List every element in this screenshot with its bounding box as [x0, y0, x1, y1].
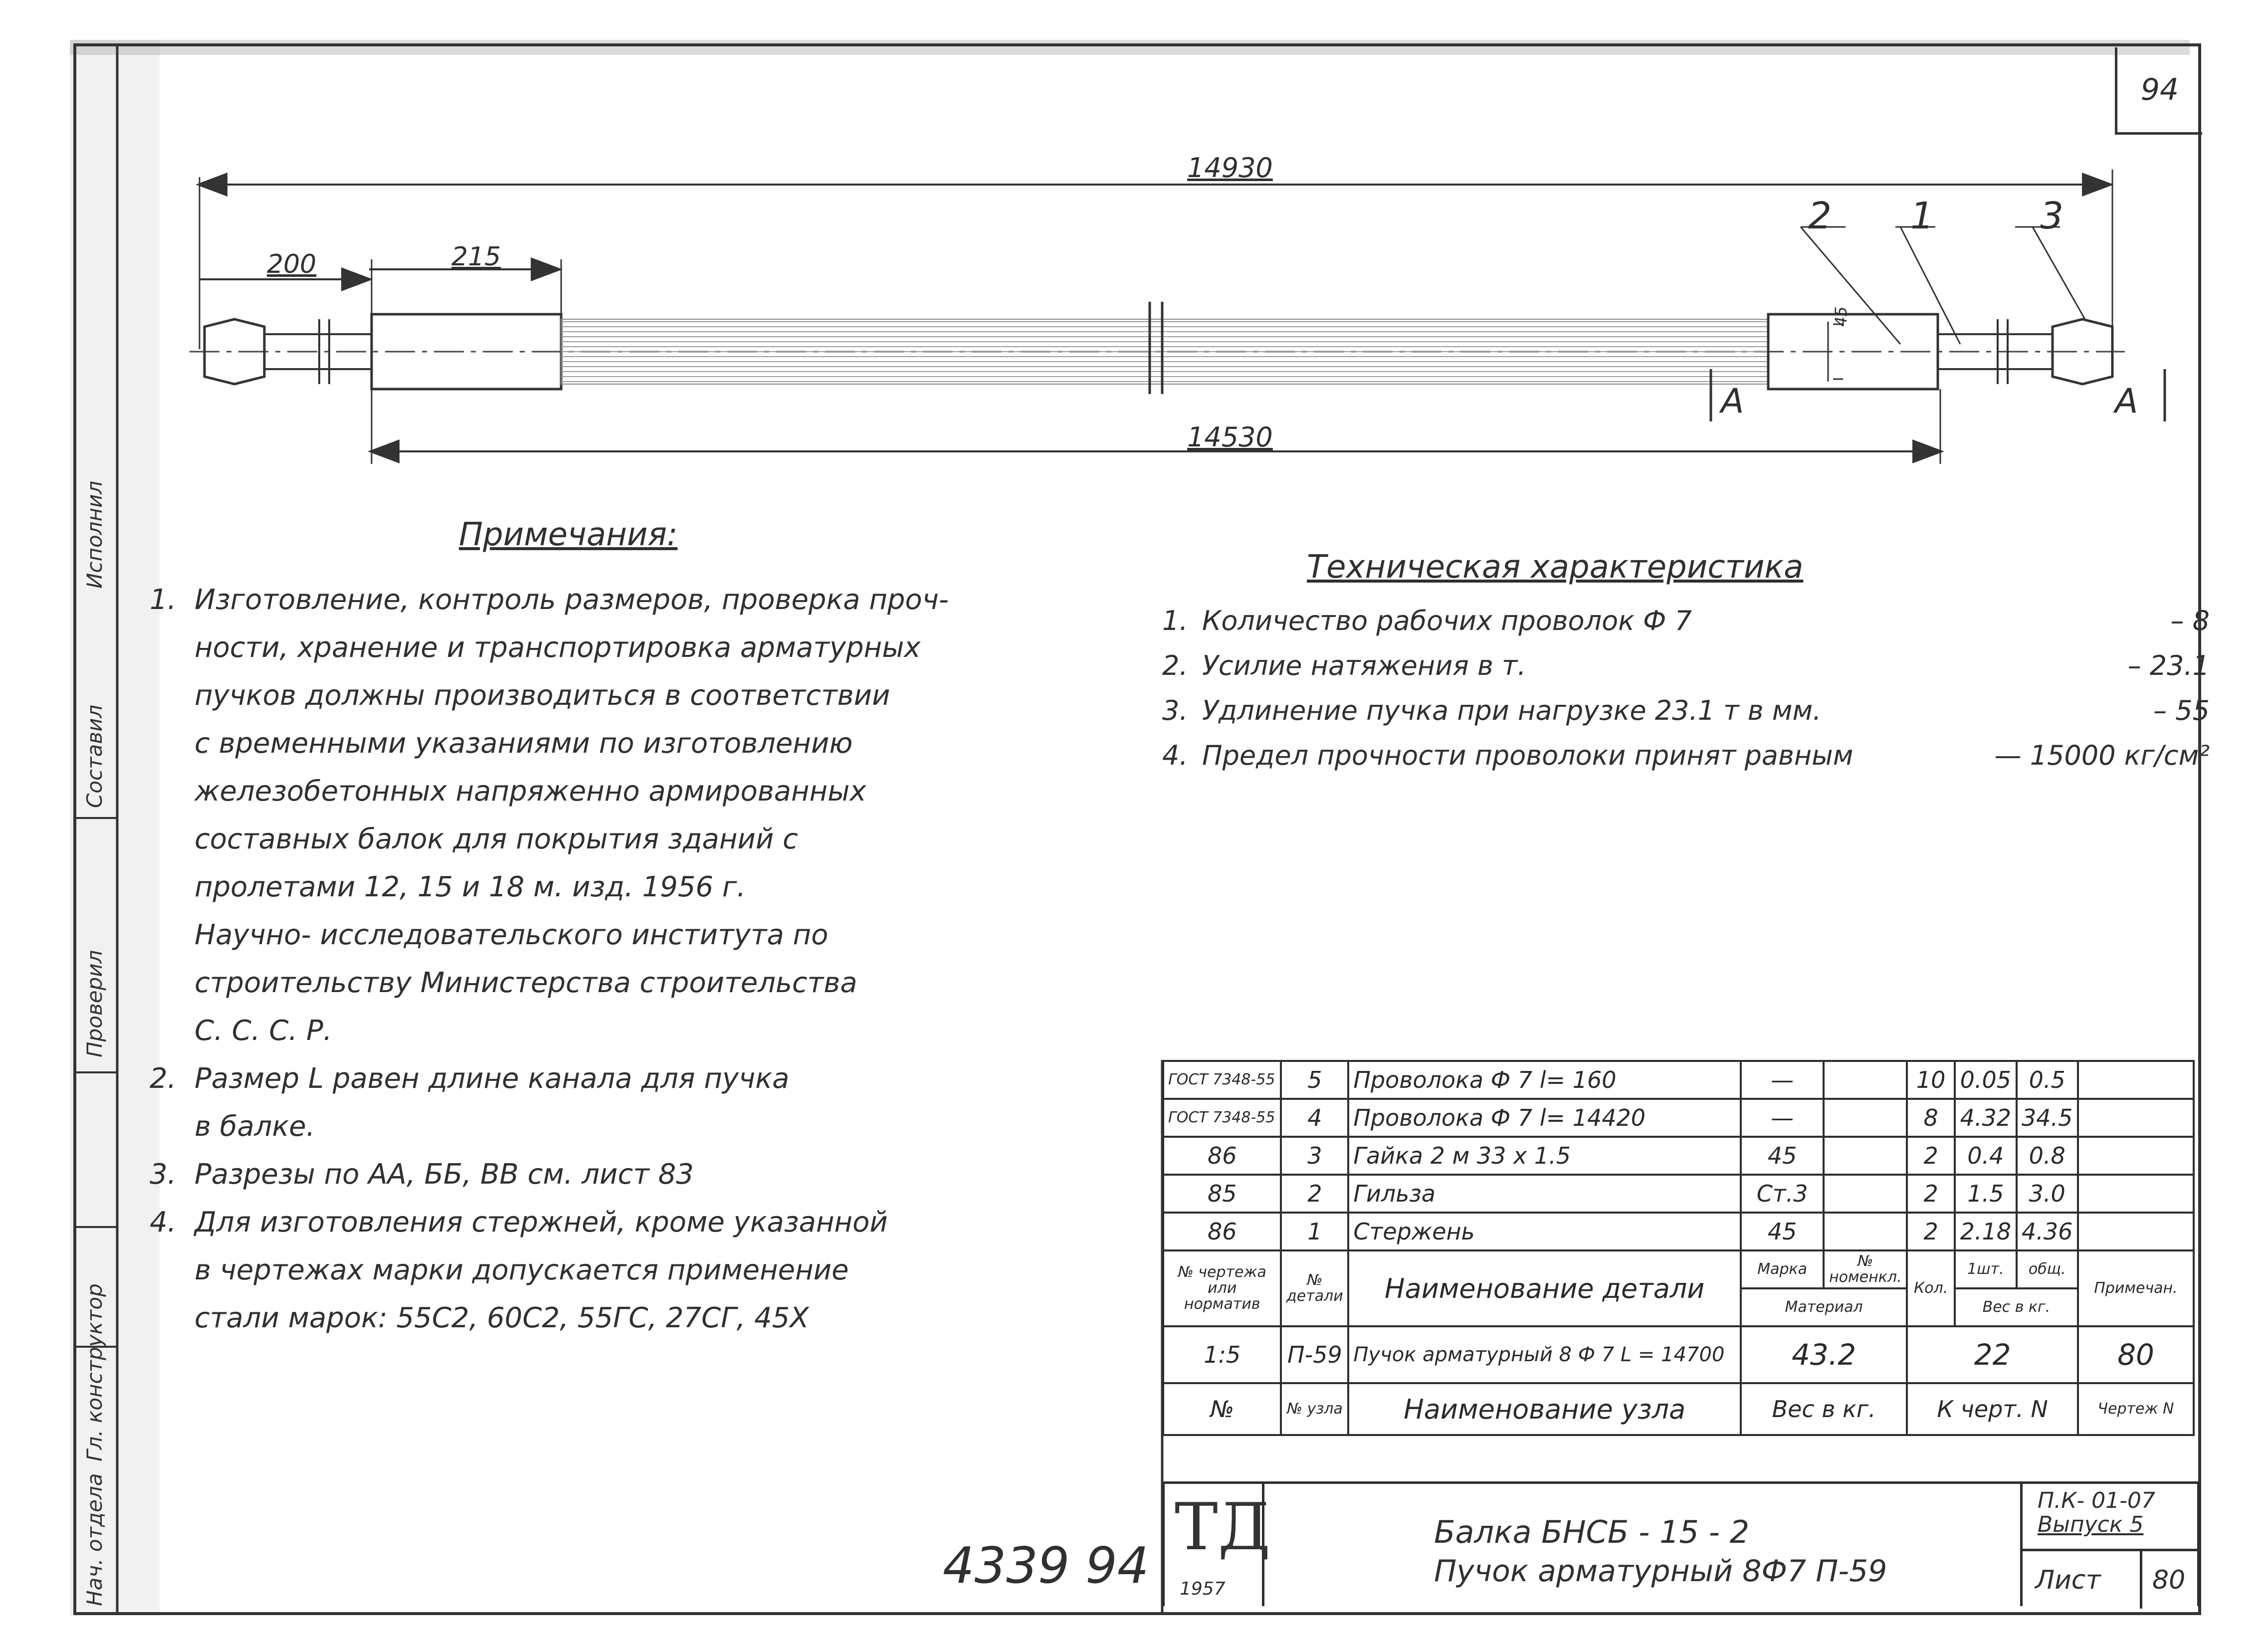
title-line-2: Пучок арматурный 8Ф7 П-59: [1434, 1554, 1887, 1589]
series-cell: [2020, 1484, 2200, 1606]
ta-logo: ТД: [1175, 1489, 1271, 1565]
notes-title: Примечания:: [459, 516, 678, 553]
sidebar-chief-designer: Гл. конструктор: [82, 1283, 107, 1461]
note-item: [150, 1151, 1142, 1199]
logo-year: 1957: [1180, 1579, 1226, 1599]
tech-number: 3.: [1162, 695, 1188, 726]
spec-weight-total: 3.0: [2017, 1175, 2078, 1213]
spec-weight-total: 0.8: [2017, 1137, 2078, 1175]
spec-note: [2078, 1061, 2194, 1099]
spec-doc: ГОСТ 7348-55: [1163, 1099, 1281, 1137]
spec-qty: 10: [1907, 1061, 1955, 1099]
assembly-scale: 1:5: [1163, 1326, 1281, 1383]
dimension-200: 200: [267, 249, 317, 279]
header-name: Наименование детали: [1348, 1250, 1741, 1326]
title-line-1: Балка БНСБ - 15 - 2: [1434, 1514, 1750, 1550]
sheet-value-cell: [2140, 1551, 2202, 1609]
spec-name: Гайка 2 м 33 х 1.5: [1348, 1137, 1741, 1175]
assembly-header-weight: Вес в кг.: [1741, 1383, 1907, 1435]
spec-mark: 45: [1741, 1213, 1824, 1250]
tech-number: 4.: [1162, 740, 1188, 771]
assembly-header-pos: № узла: [1281, 1383, 1348, 1435]
header-weight-total: общ.: [2017, 1250, 2078, 1288]
note-line: Размер L равен длине канала для пучка: [195, 1062, 790, 1095]
assembly-header-sheet: Чертеж N: [2078, 1383, 2194, 1435]
series-issue: Выпуск 5: [2038, 1512, 2144, 1537]
note-line: в балке.: [195, 1110, 315, 1143]
sidebar-head-dept: Нач. отдела: [82, 1473, 107, 1606]
tech-row: [1162, 599, 2210, 643]
note-line: С. С. С. Р.: [195, 1015, 332, 1047]
spec-pos: 2: [1281, 1175, 1348, 1213]
note-line: в чертежах марки допускается применение: [195, 1254, 849, 1286]
header-mark: Марка: [1741, 1250, 1824, 1288]
spec-weight-one: 1.5: [1955, 1175, 2016, 1213]
spec-mark: Ст.3: [1741, 1175, 1824, 1213]
spec-row: [1163, 1061, 2194, 1099]
tech-value: – 23.1: [2127, 650, 2210, 681]
spec-note: [2078, 1099, 2194, 1137]
spec-weight-one: 4.32: [1955, 1099, 2016, 1137]
archive-number: 4339 94: [943, 1536, 1149, 1595]
note-line: строительству Министерства строительства: [195, 967, 857, 999]
note-number: 4.: [150, 1206, 177, 1238]
tech-number: 1.: [1162, 605, 1188, 636]
spec-name: Проволока Ф 7 l= 160: [1348, 1061, 1741, 1099]
spec-name: Проволока Ф 7 l= 14420: [1348, 1099, 1741, 1137]
tech-value: – 55: [2153, 695, 2210, 726]
title-block: [1162, 1481, 2200, 1606]
assembly-number: П-59: [1281, 1326, 1348, 1383]
spec-mark: —: [1741, 1061, 1824, 1099]
spec-qty: 2: [1907, 1175, 1955, 1213]
sheet-label: Лист: [2035, 1565, 2101, 1595]
callout-3: 3: [2040, 195, 2064, 237]
spec-row: [1163, 1137, 2194, 1175]
tech-row: [1162, 643, 2210, 688]
section-mark-right: A: [2115, 382, 2138, 421]
tech-text: Усилие натяжения в т.: [1202, 650, 1526, 681]
note-line: Научно- исследовательского института по: [195, 919, 828, 951]
spec-n: [1824, 1175, 1907, 1213]
spec-pos: 4: [1281, 1099, 1348, 1137]
note-line: Изготовление, контроль размеров, проверка проч-: [195, 584, 949, 616]
assembly-weight: 43.2: [1741, 1326, 1907, 1383]
title-sheet-number: 80: [2152, 1565, 2186, 1595]
assembly-row: [1163, 1326, 2194, 1383]
note-item: [150, 576, 1142, 1055]
header-note: Примечан.: [2078, 1250, 2194, 1326]
callout-2: 2: [1808, 195, 1832, 237]
spec-name: Стержень: [1348, 1213, 1741, 1250]
header-pos: № детали: [1281, 1250, 1348, 1326]
header-doc: № чертежа или норматив: [1163, 1250, 1281, 1326]
note-line: с временными указаниями по изготовлению: [195, 727, 853, 760]
spec-pos: 5: [1281, 1061, 1348, 1099]
note-number: 1.: [150, 584, 177, 616]
spec-weight-total: 4.36: [2017, 1213, 2078, 1250]
note-line: Для изготовления стержней, кроме указанной: [195, 1206, 888, 1238]
logo-cell: [1165, 1484, 1271, 1606]
spec-pos: 1: [1281, 1213, 1348, 1250]
spec-weight-one: 0.05: [1955, 1061, 2016, 1099]
spec-weight-total: 34.5: [2017, 1099, 2078, 1137]
dimension-overall: 14930: [1187, 152, 1273, 184]
spec-row: [1163, 1175, 2194, 1213]
header-n: № номенкл.: [1824, 1250, 1907, 1288]
spec-qty: 2: [1907, 1137, 1955, 1175]
note-number: 2.: [150, 1062, 177, 1095]
note-line: стали марок: 55С2, 60С2, 55ГС, 27СГ, 45Х: [195, 1302, 809, 1334]
spec-row: [1163, 1099, 2194, 1137]
note-line: железобетонных напряженно армированных: [195, 775, 866, 808]
tech-row: [1162, 688, 2210, 733]
specification-table: [1162, 1060, 2195, 1529]
spec-doc: 85: [1163, 1175, 1281, 1213]
sidebar-checked: Проверил: [82, 950, 107, 1057]
tech-list: [1162, 599, 2210, 778]
assembly-ref: 22: [1907, 1326, 2078, 1383]
sidebar-executed: Исполнил: [82, 480, 107, 589]
sheet-cell: [2023, 1549, 2200, 1609]
tech-title: Техническая характеристика: [1307, 549, 1804, 586]
tech-number: 2.: [1162, 650, 1188, 681]
spec-qty: 8: [1907, 1099, 1955, 1137]
note-number: 3.: [150, 1158, 177, 1191]
tech-row: [1162, 733, 2210, 778]
spec-doc: 86: [1163, 1213, 1281, 1250]
note-line: составных балок для покрытия зданий с: [195, 823, 798, 855]
callout-1: 1: [1910, 195, 1934, 237]
spec-mark: —: [1741, 1099, 1824, 1137]
spec-doc: ГОСТ 7348-55: [1163, 1061, 1281, 1099]
assembly-name: Пучок арматурный 8 Ф 7 L = 14700: [1348, 1326, 1741, 1383]
header-weight-one: 1шт.: [1955, 1250, 2016, 1288]
sheet-number: 94: [2115, 47, 2202, 135]
tech-text: Количество рабочих проволок Ф 7: [1202, 605, 1692, 636]
assembly-sheet: 80: [2078, 1326, 2194, 1383]
spec-note: [2078, 1213, 2194, 1250]
spec-weight-one: 0.4: [1955, 1137, 2016, 1175]
tech-text: Предел прочности проволоки принят равным: [1202, 740, 1854, 771]
tech-value: — 15000 кг/см²: [1994, 740, 2210, 771]
assembly-header-name: Наименование узла: [1348, 1383, 1741, 1435]
note-line: ности, хранение и транспортировка арматурных: [195, 631, 921, 664]
assembly-header-row: [1163, 1383, 2194, 1435]
section-mark-left: A: [1721, 382, 1744, 421]
spec-doc: 86: [1163, 1137, 1281, 1175]
dimension-body: 14530: [1187, 421, 1273, 453]
dimension-215: 215: [451, 242, 501, 272]
header-qty: Кол.: [1907, 1250, 1955, 1326]
header-material: Материал: [1741, 1288, 1907, 1326]
spec-weight-total: 0.5: [2017, 1061, 2078, 1099]
dimension-45: 45: [1832, 306, 1851, 327]
note-line: Разрезы по АА, ББ, ВВ см. лист 83: [195, 1158, 694, 1191]
tech-text: Удлинение пучка при нагрузке 23.1 т в мм.: [1202, 695, 1822, 726]
spec-weight-one: 2.18: [1955, 1213, 2016, 1250]
series-code: П.К- 01-07: [2038, 1488, 2156, 1513]
assembly-header-ref: К черт. N: [1907, 1383, 2078, 1435]
sidebar-compiled: Составил: [82, 704, 107, 808]
header-weight: Вес в кг.: [1955, 1288, 2078, 1326]
note-item: [150, 1055, 1142, 1151]
spec-note: [2078, 1175, 2194, 1213]
spec-n: [1824, 1137, 1907, 1175]
note-line: пролетами 12, 15 и 18 м. изд. 1956 г.: [195, 871, 746, 903]
note-item: [150, 1199, 1142, 1342]
spec-name: Гильза: [1348, 1175, 1741, 1213]
spec-n: [1824, 1061, 1907, 1099]
spec-pos: 3: [1281, 1137, 1348, 1175]
spec-n: [1824, 1213, 1907, 1250]
note-line: пучков должны производиться в соответствии: [195, 679, 890, 712]
spec-n: [1824, 1099, 1907, 1137]
tech-value: – 8: [2170, 605, 2210, 636]
spec-header-row: [1163, 1250, 2194, 1288]
spec-mark: 45: [1741, 1137, 1824, 1175]
spec-row: [1163, 1213, 2194, 1250]
assembly-header-no: №: [1163, 1383, 1281, 1435]
notes-list: [150, 576, 1142, 1342]
spec-note: [2078, 1137, 2194, 1175]
spec-qty: 2: [1907, 1213, 1955, 1250]
